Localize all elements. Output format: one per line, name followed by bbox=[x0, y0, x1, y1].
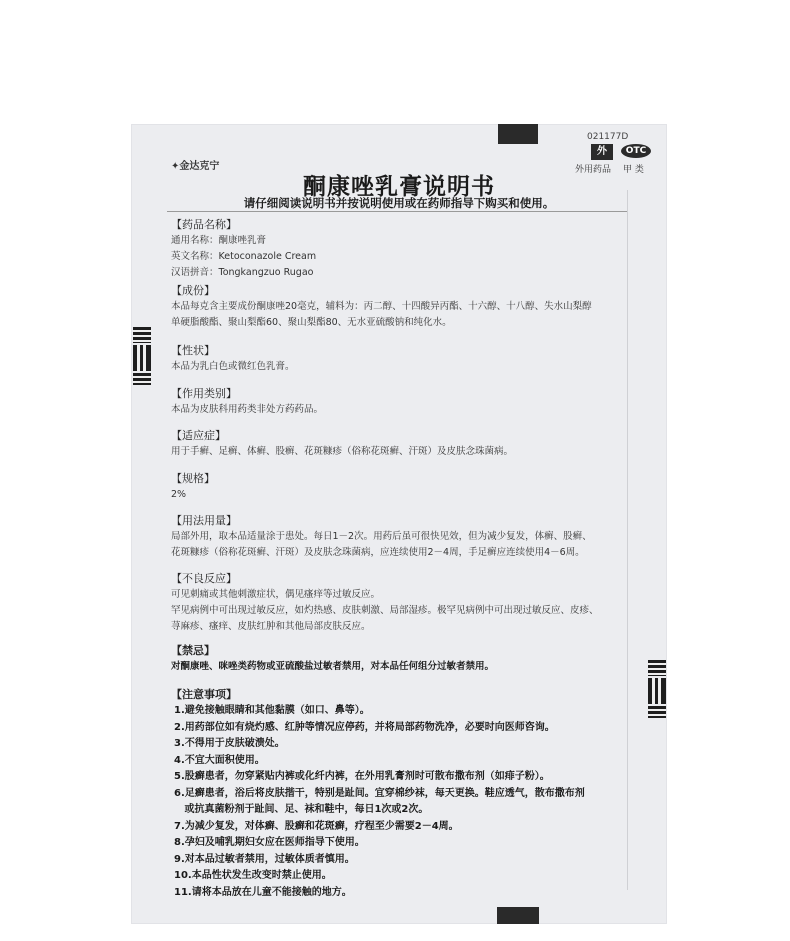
section-heading: 【注意事项】 bbox=[171, 688, 237, 701]
title-divider bbox=[167, 211, 627, 212]
precaution-item: 3.不得用于皮肤破溃处。 bbox=[174, 738, 285, 749]
brand-name: 金达克宁 bbox=[179, 161, 220, 172]
section-heading: 【适应症】 bbox=[171, 429, 226, 442]
bottom-tab-mark bbox=[497, 907, 539, 924]
precaution-item: 4.不宜大面积使用。 bbox=[174, 754, 265, 766]
precaution-item: 11.请将本品放在儿童不能接触的地方。 bbox=[174, 886, 352, 898]
top-tab-mark bbox=[498, 124, 538, 144]
section-line: 本品为皮肤科用药类非处方药药品。 bbox=[171, 404, 324, 415]
otc-badge: OTC bbox=[621, 144, 651, 158]
section-line: 局部外用，取本品适量涂于患处。每日1－2次。用药后虽可很快见效，但为减少复发，体癣、股癣、 bbox=[171, 531, 592, 542]
precaution-item: 10.本品性状发生改变时禁止使用。 bbox=[174, 870, 332, 881]
precaution-item: 7.为减少复发，对体癣、股癣和花斑癣，疗程至少需要2－4周。 bbox=[174, 820, 459, 832]
section-line: 2% bbox=[171, 489, 187, 500]
right-barcode-strip bbox=[648, 660, 666, 676]
section-line: 通用名称：酮康唑乳膏 bbox=[171, 235, 267, 246]
right-barcode-strip bbox=[648, 706, 666, 718]
left-barcode-strip bbox=[133, 327, 151, 343]
section-line: 英文名称：Ketoconazole Cream bbox=[171, 251, 317, 262]
product-code: 021177D bbox=[587, 132, 629, 142]
right-qr-code bbox=[648, 678, 666, 704]
section-line: 罕见病例中可出现过敏反应，如灼热感、皮肤刺激、局部湿疹。极罕见病例中可出现过敏反应、皮疹、 bbox=[171, 605, 599, 616]
section-line: 荨麻疹、瘙痒、皮肤红肿和其他局部皮肤反应。 bbox=[171, 621, 371, 632]
section-line: 单硬脂酸酯、聚山梨酯60、聚山梨酯80、无水亚硫酸钠和纯化水。 bbox=[171, 317, 452, 328]
page-title: 酮康唑乳膏说明书 bbox=[303, 174, 495, 200]
precaution-item: 1.避免接触眼睛和其他黏膜（如口、鼻等）。 bbox=[174, 705, 370, 716]
external-use-label: 外用药品 bbox=[575, 165, 612, 175]
section-line: 本品每克含主要成份酮康唑20毫克，辅料为：丙二醇、十四酸异丙酯、十六醇、十八醇、失水山梨醇 bbox=[171, 301, 592, 312]
section-heading: 【作用类别】 bbox=[171, 387, 237, 400]
section-drug-name bbox=[171, 216, 636, 281]
section-heading: 【药品名称】 bbox=[171, 218, 237, 231]
section-heading: 【规格】 bbox=[171, 472, 215, 485]
section-adverse-reactions bbox=[171, 570, 636, 635]
section-indications bbox=[171, 427, 636, 460]
section-heading: 【禁忌】 bbox=[171, 644, 215, 657]
section-heading: 【成份】 bbox=[171, 284, 215, 297]
section-heading: 【用法用量】 bbox=[171, 514, 237, 527]
leaflet-sheet bbox=[131, 124, 667, 924]
precaution-item: 9.对本品过敏者禁用，过敏体质者慎用。 bbox=[174, 853, 355, 865]
section-dosage bbox=[171, 512, 636, 561]
section-line: 本品为乳白色或微红色乳膏。 bbox=[171, 361, 295, 372]
precaution-item: 8.孕妇及哺乳期妇女应在医师指导下使用。 bbox=[174, 837, 365, 848]
left-barcode-strip bbox=[133, 373, 151, 385]
section-category bbox=[171, 385, 636, 418]
section-heading: 【性状】 bbox=[171, 344, 215, 357]
precaution-item: 6.足癣患者，浴后将皮肤揩干，特别是趾间。宜穿棉纱袜，每天更换。鞋应透气，散布撒布剂 bbox=[174, 787, 585, 799]
section-line: 花斑糠疹（俗称花斑癣、汗斑）及皮肤念珠菌病，应连续使用2－4周，手足癣应连续使用4－6周。 bbox=[171, 547, 585, 558]
section-precautions bbox=[171, 686, 636, 901]
page-subtitle: 请仔细阅读说明书并按说明使用或在药师指导下购买和使用。 bbox=[243, 196, 555, 210]
section-line: 可见刺痛或其他刺激症状，偶见瘙痒等过敏反应。 bbox=[171, 589, 381, 600]
precaution-item: 2.用药部位如有烧灼感、红肿等情况应停药，并将局部药物洗净，必要时向医师咨询。 bbox=[174, 721, 555, 733]
precaution-item: 5.股癣患者，勿穿紧贴内裤或化纤内裤，在外用乳膏剂时可散布撒布剂（如痱子粉）。 bbox=[174, 771, 550, 782]
otc-class-label: 甲 类 bbox=[623, 165, 644, 175]
section-line: 对酮康唑、咪唑类药物或亚硫酸盐过敏者禁用，对本品任何组分过敏者禁用。 bbox=[171, 661, 495, 672]
section-ingredients bbox=[171, 282, 636, 331]
section-line: 用于手癣、足癣、体癣、股癣、花斑糠疹（俗称花斑癣、汗斑）及皮肤念珠菌病。 bbox=[171, 446, 514, 457]
external-use-badge: 外 bbox=[591, 144, 613, 160]
section-appearance bbox=[171, 342, 636, 375]
section-heading: 【不良反应】 bbox=[171, 572, 237, 585]
section-line: 汉语拼音：Tongkangzuo Rugao bbox=[171, 267, 314, 278]
precaution-item: 或抗真菌粉剂于趾间、足、袜和鞋中，每日1次或2次。 bbox=[174, 804, 429, 815]
star-icon: ✦ bbox=[171, 161, 180, 172]
fold-shadow-line bbox=[627, 190, 628, 890]
left-qr-code bbox=[133, 345, 151, 371]
section-specification bbox=[171, 470, 636, 503]
section-contraindications bbox=[171, 642, 636, 675]
